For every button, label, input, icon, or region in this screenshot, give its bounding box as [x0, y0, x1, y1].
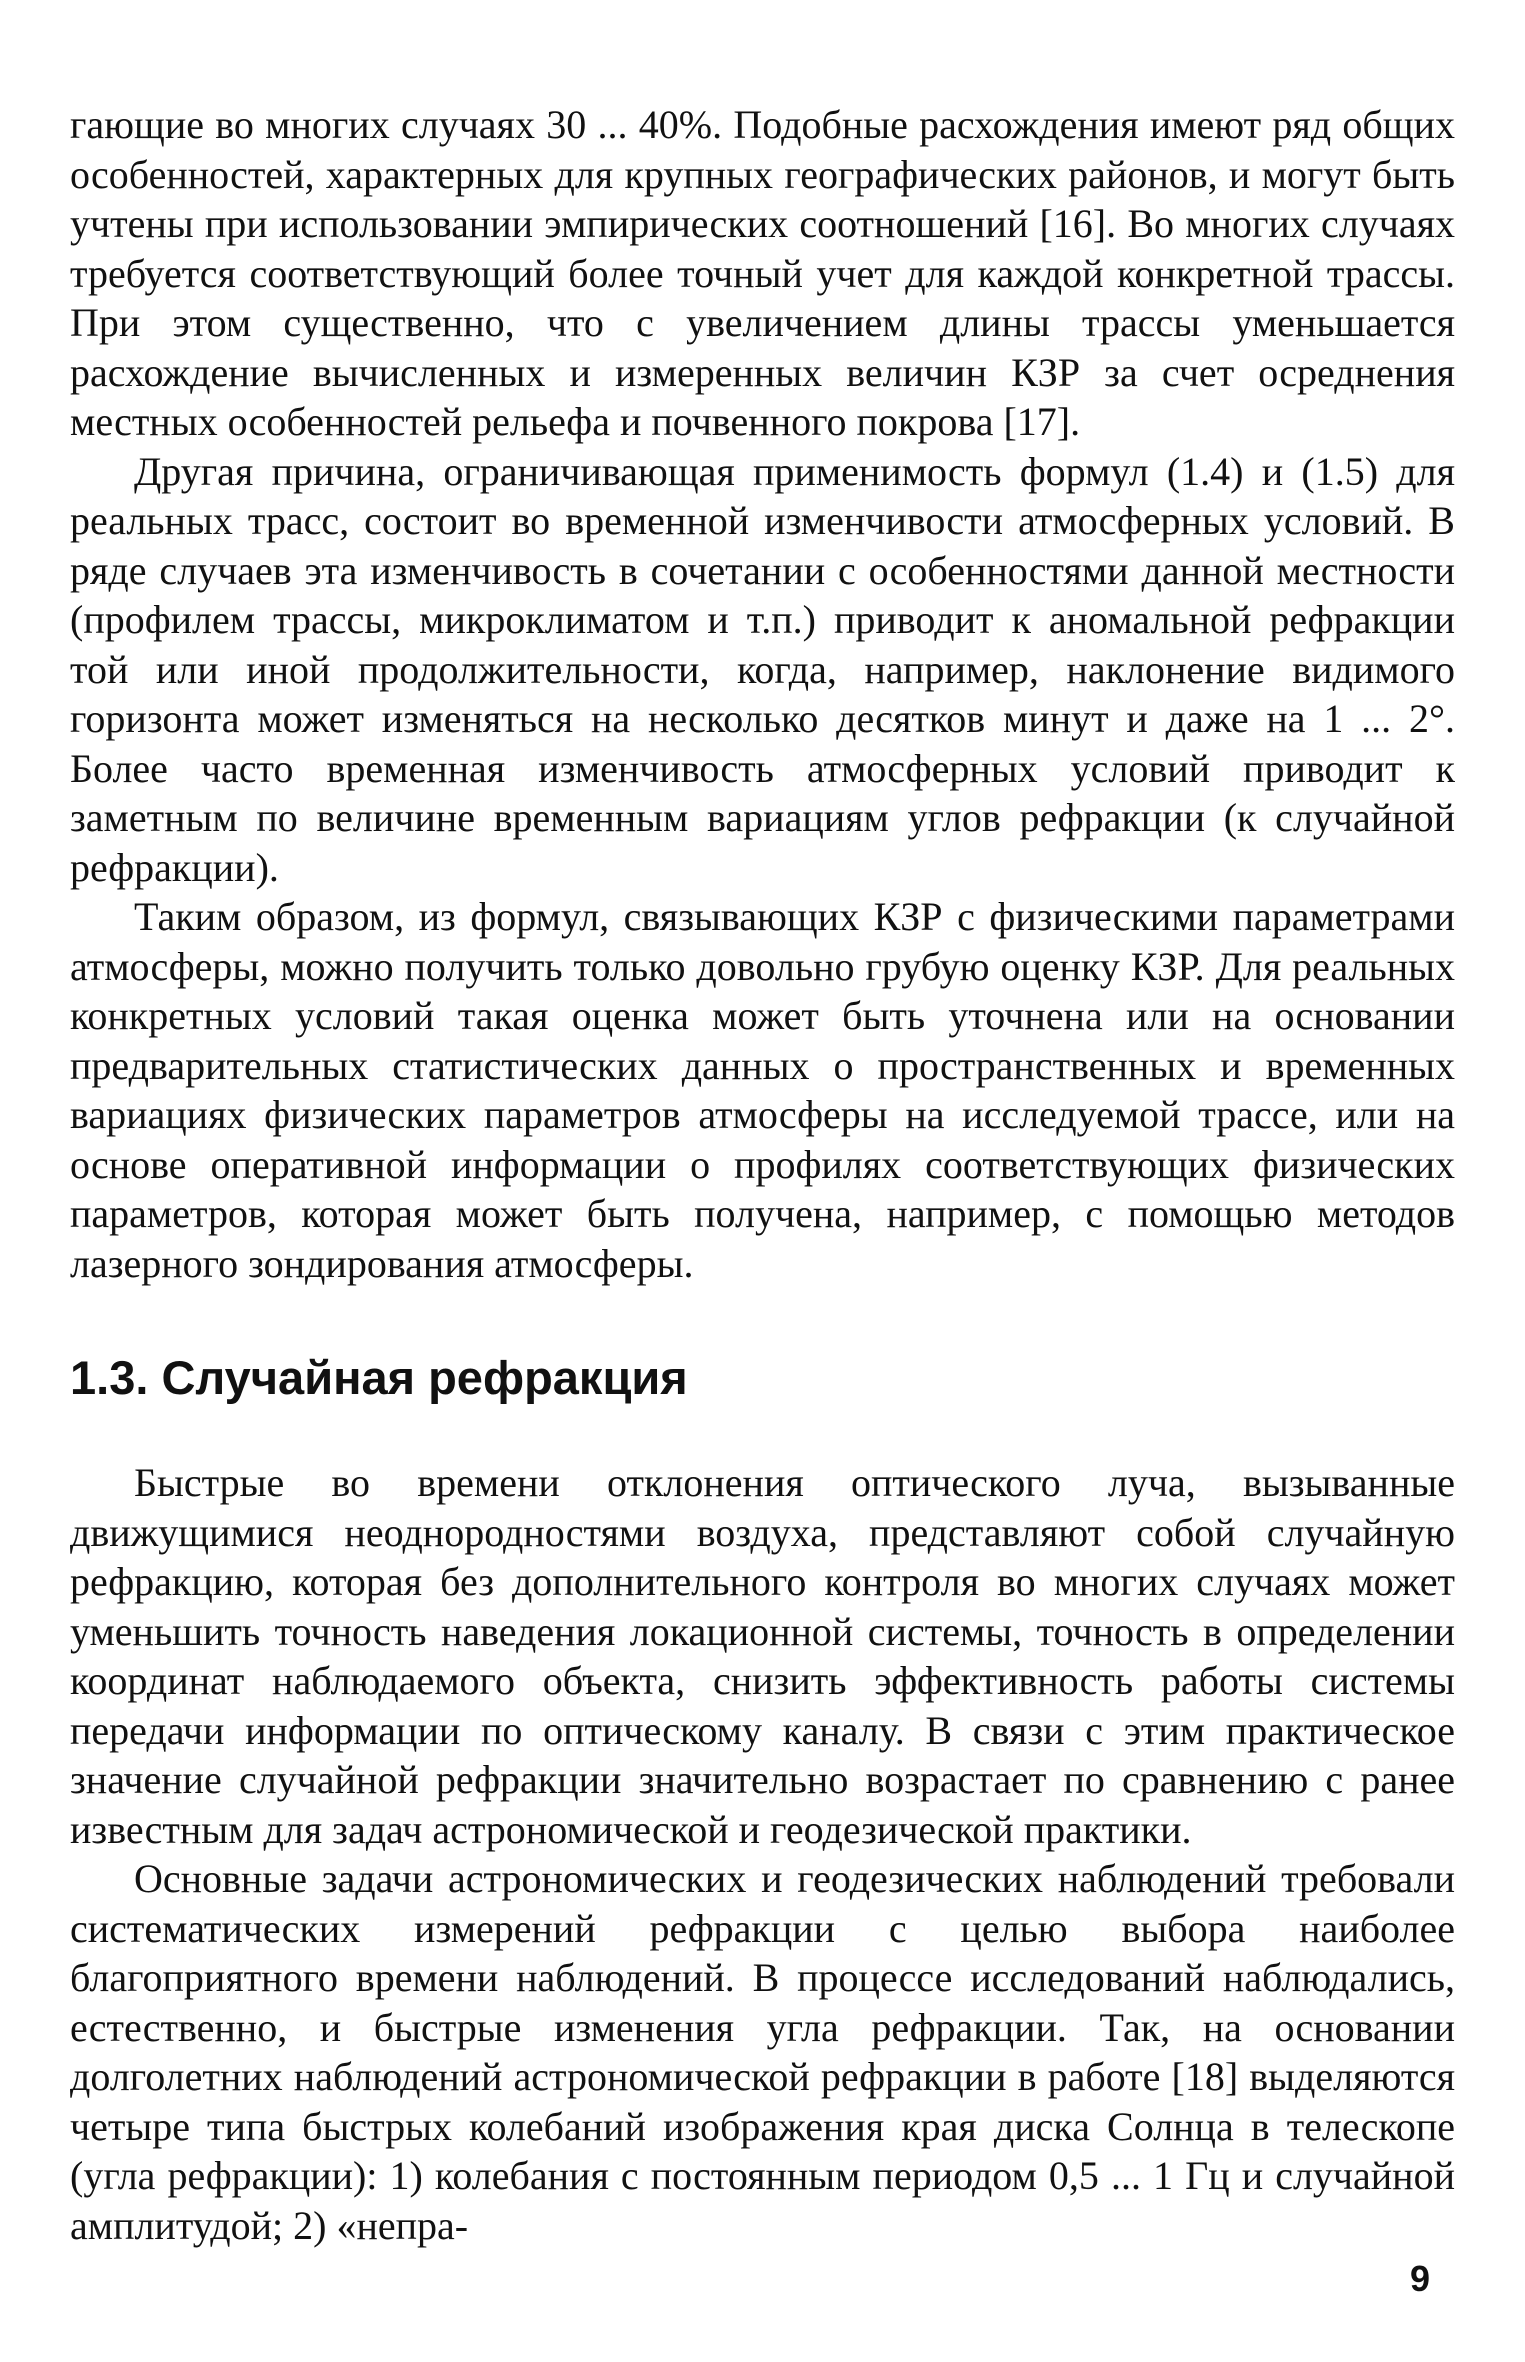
- paragraph: Быстрые во времени отклонения оптического луча, вызыванные движущимися неоднородностями воздуха, представляют собой случайную рефракцию, которая без дополнительного контроля во многих случаях может уменьшить точность наведения локационной системы, точность в определении координат наблюдаемого объекта, снизить эффективность работы системы передачи информации по оптическому каналу. В связи с этим практическое значение случайной рефракции значительно возрастает по сравнению с ранее известным для задач астрономической и геодезической практики.: [70, 1460, 1455, 1852]
- paragraph: Таким образом, из формул, связывающих КЗР с физическими параметрами атмосферы, можно получить только довольно грубую оценку КЗР. Для реальных конкретных условий такая оценка может быть уточнена или на основании предварительных статистических данных о пространственных и временных вариациях физических параметров атмосферы на исследуемой трассе, или на основе оперативной информации о профилях соответствующих физических параметров, которая может быть получена, например, с помощью методов лазерного зондирования атмосферы.: [70, 894, 1455, 1286]
- page-body: [70, 100, 1455, 2250]
- page-number: 9: [1409, 2258, 1430, 2299]
- paragraph: Основные задачи астрономических и геодезических наблюдений требовали систематических измерений рефракции с целью выбора наиболее благоприятного времени наблюдений. В процессе исследований наблюдались, естественно, и быстрые изменения угла рефракции. Так, на основании долголетних наблюдений астрономической рефракции в работе [18] выделяются четыре типа быстрых колебаний изображения края диска Солнца в телескопе (угла рефракции): 1) колебания с постоянным периодом 0,5 ... 1 Гц и случайной амплитудой; 2) «непра-: [70, 1856, 1455, 2248]
- section-heading: 1.3. Случайная рефракция: [70, 1351, 688, 1404]
- paragraph: Другая причина, ограничивающая применимость формул (1.4) и (1.5) для реальных трасс, состоит во временной изменчивости атмосферных условий. В ряде случаев эта изменчивость в сочетании с особенностями данной местности (профилем трассы, микроклиматом и т.п.) приводит к аномальной рефракции той или иной продолжительности, когда, например, наклонение видимого горизонта может изменяться на несколько десятков минут и даже на 1 ... 2°. Более часто временная изменчивость атмосферных условий приводит к заметным по величине временным вариациям углов рефракции (к случайной рефракции).: [70, 448, 1455, 890]
- paragraph: гающие во многих случаях 30 ... 40%. Подобные расхождения имеют ряд общих особенностей, характерных для крупных географических районов, и могут быть учтены при использовании эмпирических соотношений [16]. Во многих случаях требуется соответствующий более точный учет для каждой конкретной трассы. При этом существенно, что с увеличением длины трассы уменьшается расхождение вычисленных и измеренных величин КЗР за счет осреднения местных особенностей рельефа и почвенного покрова [17].: [70, 102, 1455, 444]
